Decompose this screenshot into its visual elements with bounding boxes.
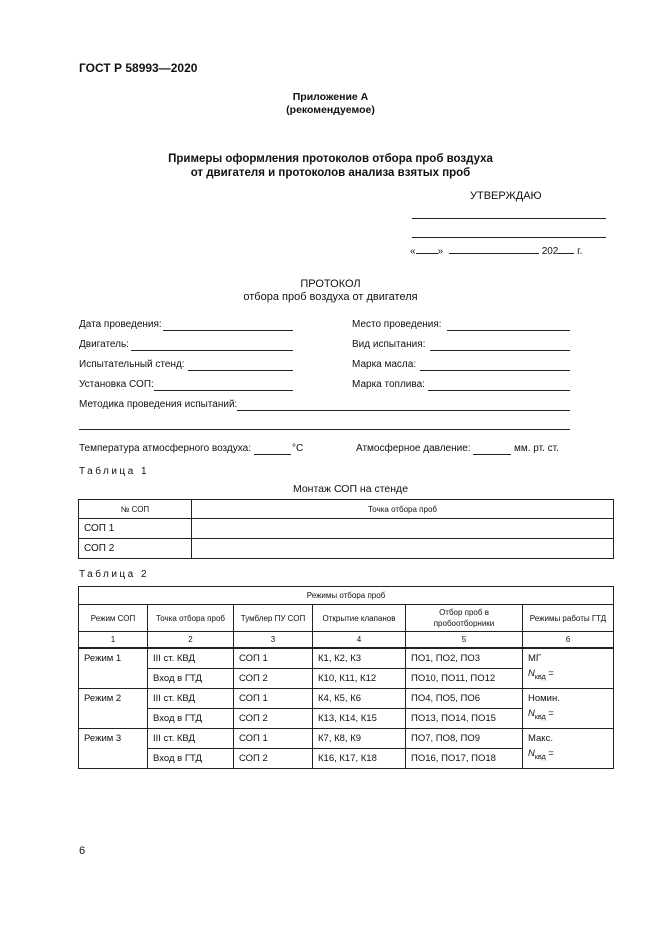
field-engine-label: Двигатель:: [79, 339, 129, 350]
page-number: 6: [79, 845, 86, 857]
field-test-type-line[interactable]: [430, 350, 570, 351]
nkvd-equals: =: [545, 668, 554, 679]
field-place-label: Место проведения:: [352, 319, 442, 330]
nkvd-formula: [528, 708, 613, 721]
table1-cell: [192, 539, 614, 559]
table1-cell: [192, 519, 614, 539]
table1-header-row: [79, 500, 614, 519]
table2-cell: СОП 2: [234, 749, 313, 769]
table1: [78, 499, 614, 559]
field-temperature-unit: °С: [292, 443, 304, 454]
field-sop-install-line[interactable]: [154, 390, 293, 391]
table2-cell: СОП 2: [234, 709, 313, 729]
table2-cell: ПО4, ПО5, ПО6: [406, 689, 523, 709]
table1-title: Монтаж СОП на стенде: [292, 483, 409, 495]
table2-cell: Вход в ГТД: [148, 749, 234, 769]
approval-signature-line-1: [412, 218, 606, 219]
field-oil-line[interactable]: [420, 370, 570, 371]
nkvd-symbol: N: [528, 708, 535, 719]
table2-column-number: 3: [234, 632, 313, 649]
field-method-label: Методика проведения испытаний:: [79, 399, 238, 410]
field-date-line[interactable]: [163, 330, 293, 331]
table2-cell: СОП 2: [234, 669, 313, 689]
nkvd-subscript: квд: [534, 753, 546, 761]
table2-cell: К1, К2, К3: [313, 648, 406, 669]
table2-cell: К10, К11, К12: [313, 669, 406, 689]
nkvd-symbol: N: [528, 748, 535, 759]
table2-cell: СОП 1: [234, 689, 313, 709]
date-close-quote: »: [437, 246, 444, 257]
field-sop-install-label: Установка СОП:: [79, 379, 154, 390]
gtd-mode-label: Номин.: [528, 693, 560, 704]
nkvd-subscript: квд: [534, 673, 546, 681]
field-method-line-2[interactable]: [79, 429, 570, 430]
table2-cell: СОП 1: [234, 729, 313, 749]
table2-gtd-mode-cell: [523, 648, 614, 689]
field-stand-label: Испытательный стенд:: [79, 359, 185, 370]
table2-cell: К13, К14, К15: [313, 709, 406, 729]
table2-cell: ПО1, ПО2, ПО3: [406, 648, 523, 669]
table2-header-cell: Режимы работы ГТД: [523, 605, 614, 632]
table2-cell: III ст. КВД: [148, 689, 234, 709]
gtd-mode-label: Макс.: [528, 733, 553, 744]
protocol-title: ПРОТОКОЛ: [300, 278, 361, 290]
table2-mode-cell: Режим 1: [79, 648, 148, 689]
table-row: [79, 539, 614, 559]
document-title: [0, 152, 661, 180]
table2-column-number: 4: [313, 632, 406, 649]
field-pressure-unit: мм. рт. ст.: [514, 443, 559, 454]
field-test-type-label: Вид испытания:: [352, 339, 426, 350]
table2-cell: ПО10, ПО11, ПО12: [406, 669, 523, 689]
approval-date: [410, 244, 582, 257]
table2-header-cell: Тумблер ПУ СОП: [234, 605, 313, 632]
table2-cell: III ст. КВД: [148, 648, 234, 669]
table2-number-row: [79, 632, 614, 649]
table2: [78, 586, 614, 769]
nkvd-formula: [528, 668, 613, 681]
table2-header-cell: Открытие клапанов: [313, 605, 406, 632]
table2-cell: ПО13, ПО14, ПО15: [406, 709, 523, 729]
table2-cell: К16, К17, К18: [313, 749, 406, 769]
nkvd-equals: =: [545, 748, 554, 759]
protocol-heading: [0, 278, 661, 304]
field-place-line[interactable]: [447, 330, 570, 331]
field-oil-label: Марка масла:: [352, 359, 417, 370]
year-blank: [558, 244, 574, 254]
field-engine-line[interactable]: [131, 350, 293, 351]
protocol-subtitle: отбора проб воздуха от двигателя: [243, 291, 418, 303]
field-temperature-line[interactable]: [254, 454, 291, 455]
table2-cell: Вход в ГТД: [148, 669, 234, 689]
table2-gtd-mode-cell: [523, 729, 614, 769]
nkvd-symbol: N: [528, 668, 535, 679]
table-row: [79, 689, 614, 709]
table2-cell: К7, К8, К9: [313, 729, 406, 749]
table2-cell: Вход в ГТД: [148, 709, 234, 729]
table-row: [79, 519, 614, 539]
field-date-label: Дата проведения:: [79, 319, 162, 330]
approval-signature-line-2: [412, 237, 606, 238]
month-blank: [449, 244, 539, 254]
table2-column-number: 5: [406, 632, 523, 649]
field-fuel-line[interactable]: [428, 390, 570, 391]
nkvd-subscript: квд: [534, 713, 546, 721]
field-temperature-label: Температура атмосферного воздуха:: [79, 443, 251, 454]
table2-header-cell: Режим СОП: [79, 605, 148, 632]
year-suffix: г.: [577, 246, 583, 257]
table1-cell: СОП 2: [79, 539, 192, 559]
table2-column-number: 2: [148, 632, 234, 649]
day-blank: [416, 244, 438, 254]
table2-gtd-mode-cell: [523, 689, 614, 729]
table2-column-number: 1: [79, 632, 148, 649]
field-method-line[interactable]: [237, 410, 570, 411]
table2-caption: Таблица 2: [79, 569, 150, 580]
appendix-title: Приложение А: [292, 91, 369, 103]
table2-cell: ПО7, ПО8, ПО9: [406, 729, 523, 749]
date-open-quote: «: [410, 246, 416, 257]
year-prefix: 202: [541, 246, 559, 257]
table1-cell: СОП 1: [79, 519, 192, 539]
title-line-2: от двигателя и протоколов анализа взятых проб: [190, 167, 471, 179]
document-code: ГОСТ Р 58993—2020: [79, 61, 198, 75]
table2-cell: СОП 1: [234, 648, 313, 669]
table2-group-header-row: [79, 587, 614, 605]
nkvd-equals: =: [545, 708, 554, 719]
field-fuel-label: Марка топлива:: [352, 379, 425, 390]
field-pressure-label: Атмосферное давление:: [356, 443, 471, 454]
table2-header-cell: Отбор проб в пробоотборники: [406, 605, 523, 632]
table2-header-row: [79, 605, 614, 632]
field-pressure-line[interactable]: [473, 454, 511, 455]
table2-cell: ПО16, ПО17, ПО18: [406, 749, 523, 769]
table1-header-cell: № СОП: [79, 500, 192, 519]
appendix-heading: [0, 91, 661, 117]
table2-cell: К4, К5, К6: [313, 689, 406, 709]
table-row: [79, 648, 614, 669]
table-row: [79, 729, 614, 749]
approval-label: УТВЕРЖДАЮ: [470, 190, 542, 202]
gtd-mode-label: МГ: [528, 653, 542, 664]
field-stand-line[interactable]: [188, 370, 293, 371]
table2-cell: III ст. КВД: [148, 729, 234, 749]
table2-mode-cell: Режим 2: [79, 689, 148, 729]
appendix-status: (рекомендуемое): [286, 104, 375, 116]
table2-mode-cell: Режим 3: [79, 729, 148, 769]
table1-caption: Таблица 1: [79, 466, 150, 477]
title-line-1: Примеры оформления протоколов отбора проб воздуха: [168, 153, 493, 165]
table2-group-header: Режимы отбора проб: [79, 587, 614, 605]
table1-header-cell: Точка отбора проб: [192, 500, 614, 519]
table2-header-cell: Точка отбора проб: [148, 605, 234, 632]
nkvd-formula: [528, 748, 613, 761]
table2-column-number: 6: [523, 632, 614, 649]
